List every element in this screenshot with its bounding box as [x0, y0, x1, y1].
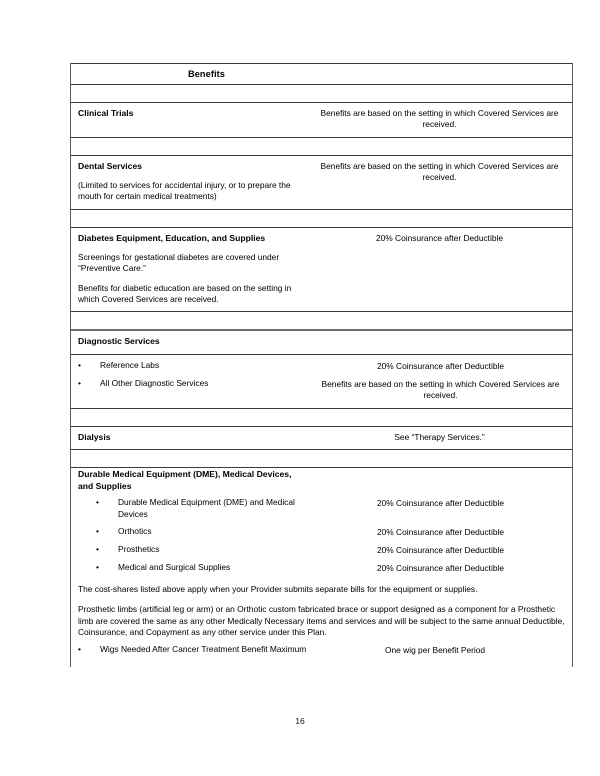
list-item [71, 360, 572, 372]
table-row-durable-medical-equipment [71, 468, 572, 666]
benefit-label: Dialysis [78, 431, 111, 442]
row-label-cell [71, 468, 309, 492]
list-item-label: All Other Diagnostic Services [100, 378, 209, 389]
list-item-value-cell [309, 526, 572, 538]
list-item-value-cell [309, 497, 572, 509]
list-item-label-cell [71, 497, 309, 520]
list-item-value-cell [309, 544, 572, 556]
row-value-cell [309, 160, 572, 184]
table-row-diagnostic-services-items [71, 360, 572, 409]
dme-cost-share-paragraph: The cost-shares listed above apply when your Provider submits separate bills for the equipment or supplies. [78, 583, 478, 594]
list-item [71, 644, 572, 656]
list-item-value: One wig per Benefit Period [385, 645, 486, 656]
benefit-value: Benefits are based on the setting in which Covered Services are received. [320, 108, 559, 130]
benefit-note-screenings: Screenings for gestational diabetes are covered under “Preventive Care.” [78, 252, 280, 274]
row-label-cell [71, 160, 309, 203]
list-item-label: Medical and Surgical Supplies [118, 562, 231, 573]
benefit-label: Diabetes Equipment, Education, and Supplies [78, 232, 266, 243]
list-item-label-cell [71, 378, 309, 389]
list-item-label-cell [71, 562, 309, 573]
list-item-value: Benefits are based on the setting in which Covered Services are received. [321, 379, 560, 401]
list-item-label-cell [71, 644, 309, 655]
benefit-value: Benefits are based on the setting in which Covered Services are received. [320, 160, 559, 182]
list-item-value: 20% Coinsurance after Deductible [376, 360, 505, 371]
bullet-icon: • [96, 562, 99, 573]
table-header-benefits: Benefits [187, 69, 226, 79]
bullet-icon: • [96, 497, 99, 508]
list-item [71, 526, 572, 538]
benefit-label: Dental Services [78, 160, 143, 171]
list-item [71, 497, 572, 520]
bullet-icon: • [78, 359, 81, 370]
benefit-value: 20% Coinsurance after Deductible [375, 232, 504, 243]
list-item-value-cell [309, 644, 572, 656]
list-item-label-cell [71, 544, 309, 555]
list-item-value-cell [309, 360, 572, 372]
bullet-icon: • [78, 378, 81, 389]
dme-prosthetic-paragraph: Prosthetic limbs (artificial leg or arm) or an Orthotic custom fabricated brace or support designed as a component for a Prosthetic limb are covered the same as any other Medically Necessary items and services and will be subject to the same annual Deductible, Coinsurance, and Copayment as any other service under this Plan. [78, 604, 565, 637]
bullet-icon: • [96, 544, 99, 555]
list-item [71, 562, 572, 574]
section-spacer [71, 409, 572, 427]
list-item-label: Prosthetics [118, 544, 160, 555]
list-item [71, 544, 572, 556]
benefits-table [70, 63, 573, 667]
list-item-value: 20% Coinsurance after Deductible [376, 545, 505, 556]
page-number: 16 [295, 716, 305, 726]
table-row-diagnostic-services-header [71, 331, 572, 355]
section-spacer [71, 85, 572, 103]
list-item-value-cell [309, 378, 572, 402]
section-spacer [71, 312, 572, 331]
table-row-dental-services [71, 156, 572, 210]
row-label-cell [71, 335, 309, 348]
table-row-diabetes-equipment [71, 228, 572, 313]
list-item [71, 378, 572, 402]
table-row-clinical-trials [71, 103, 572, 138]
bullet-icon: • [78, 644, 81, 655]
bullet-icon: • [96, 525, 99, 536]
row-label-cell [71, 431, 309, 444]
list-item-label: Durable Medical Equipment (DME) and Medical Devices [118, 497, 295, 519]
list-item-label: Reference Labs [100, 359, 160, 370]
list-item-value: 20% Coinsurance after Deductible [376, 526, 505, 537]
row-label-cell [71, 107, 309, 120]
list-item-value-cell [309, 562, 572, 574]
list-item-label: Wigs Needed After Cancer Treatment Benefit Maximum [100, 644, 307, 655]
list-item-value: 20% Coinsurance after Deductible [376, 563, 505, 574]
benefit-label: Durable Medical Equipment (DME), Medical Devices, and Supplies [78, 469, 292, 491]
row-value-cell [309, 431, 572, 443]
table-header-row [71, 63, 572, 85]
benefit-note-education: Benefits for diabetic education are based on the setting in which Covered Services are received. [78, 282, 292, 305]
dme-header-row [71, 468, 572, 492]
row-value-cell [309, 232, 572, 244]
benefit-note: (Limited to services for accidental injury, or to prepare the mouth for certain medical treatments) [78, 180, 291, 202]
list-item-label-cell [71, 526, 309, 537]
section-spacer [71, 138, 572, 156]
table-row-dialysis [71, 427, 572, 451]
benefit-label: Clinical Trials [78, 108, 134, 118]
row-label-cell [71, 232, 309, 306]
benefit-label: Diagnostic Services [78, 336, 160, 347]
row-value-cell [309, 107, 572, 131]
section-spacer [71, 210, 572, 228]
list-item-label: Orthotics [118, 525, 152, 536]
list-item-label-cell [71, 360, 309, 371]
list-item-value: 20% Coinsurance after Deductible [376, 498, 505, 509]
benefit-value: See “Therapy Services.” [394, 431, 485, 442]
section-spacer [71, 450, 572, 468]
